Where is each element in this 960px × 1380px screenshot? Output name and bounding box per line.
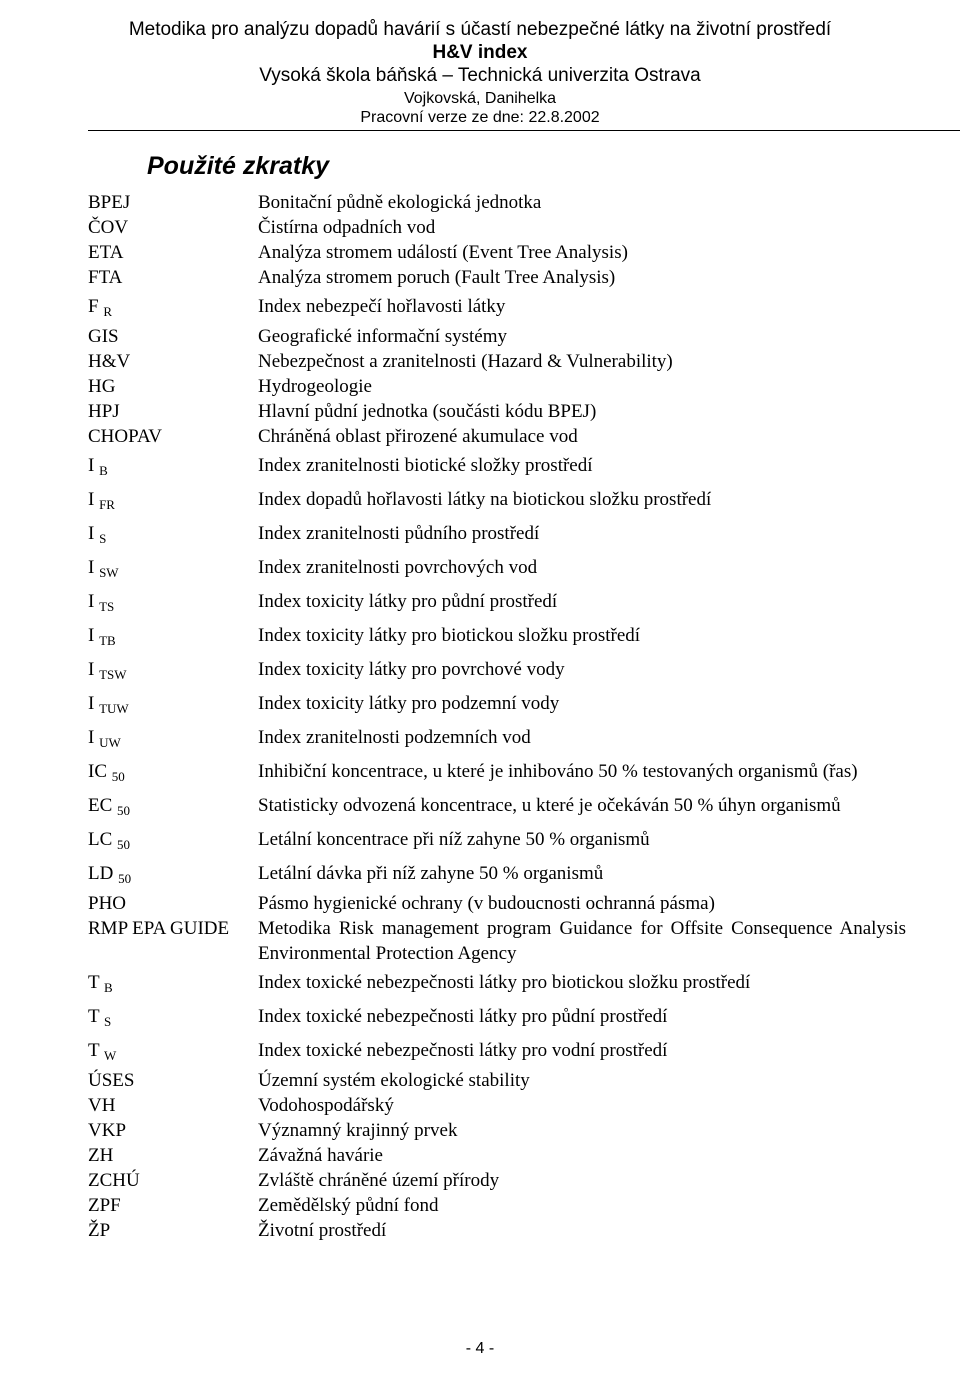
- abbreviation-row: [88, 1143, 906, 1168]
- abbreviation-term-subscript: B: [104, 980, 113, 995]
- abbreviation-term-main: I: [88, 625, 95, 646]
- abbreviation-term-main: I: [88, 557, 95, 578]
- abbreviation-term: [88, 725, 258, 755]
- abbreviation-row: [88, 755, 906, 789]
- authors: Vojkovská, Danihelka: [403, 90, 557, 107]
- abbreviation-term-main: ŽP: [88, 1220, 111, 1241]
- abbreviation-term: [88, 1143, 258, 1168]
- abbreviation-term-main: LC: [88, 829, 113, 850]
- abbreviation-term-main: RMP EPA GUIDE: [88, 918, 230, 939]
- document-subtitle: H&V index: [432, 42, 528, 63]
- abbreviation-term: [88, 970, 258, 1000]
- abbreviation-term: [88, 657, 258, 687]
- abbreviation-row: [88, 517, 906, 551]
- document-title: Metodika pro analýzu dopadů havárií s účastí nebezpečné látky na životní prostředí: [128, 19, 832, 40]
- abbreviation-term: [88, 1093, 258, 1118]
- abbreviation-description: Index zranitelnosti povrchových vod: [258, 557, 538, 578]
- abbreviation-description: Závažná havárie: [258, 1145, 383, 1166]
- abbreviation-description: Index zranitelnosti podzemních vod: [258, 727, 531, 748]
- abbreviation-description: Index toxické nebezpečnosti látky pro půdní prostředí: [258, 1006, 668, 1027]
- institution: Vysoká škola báňská – Technická univerzita Ostrava: [259, 65, 701, 86]
- abbreviation-row: [88, 1000, 906, 1034]
- abbreviation-term-main: PHO: [88, 893, 127, 914]
- abbreviation-term-main: CHOPAV: [88, 426, 162, 447]
- abbreviation-term-main: I: [88, 455, 95, 476]
- abbreviation-description: Zvláště chráněné území přírody: [258, 1170, 500, 1191]
- abbreviation-row: [88, 374, 906, 399]
- abbreviation-row: [88, 1168, 906, 1193]
- abbreviation-term-main: ZPF: [88, 1195, 121, 1216]
- abbreviation-term: [88, 294, 258, 324]
- abbreviation-row: [88, 585, 906, 619]
- abbreviation-description: Hlavní půdní jednotka (součásti kódu BPEJ): [258, 401, 597, 422]
- abbreviation-term-main: I: [88, 693, 95, 714]
- abbreviation-row: [88, 687, 906, 721]
- abbreviation-description: Index zranitelnosti biotické složky prostředí: [258, 455, 593, 476]
- abbreviation-term: [88, 240, 258, 265]
- abbreviation-term-main: I: [88, 659, 95, 680]
- abbreviation-term: [88, 324, 258, 349]
- abbreviation-term-subscript: S: [104, 1014, 112, 1029]
- abbreviation-term-main: T: [88, 1040, 100, 1061]
- abbreviation-description: Hydrogeologie: [258, 376, 372, 397]
- abbreviation-description: Index toxické nebezpečnosti látky pro vodní prostředí: [258, 1040, 668, 1061]
- abbreviation-term-main: IC: [88, 761, 107, 782]
- abbreviation-term-main: FTA: [88, 267, 123, 288]
- abbreviation-description: Letální dávka při níž zahyne 50 % organismů: [258, 863, 604, 884]
- abbreviation-term: [88, 589, 258, 619]
- abbreviation-row: [88, 916, 906, 966]
- abbreviation-row: [88, 619, 906, 653]
- abbreviation-row: [88, 857, 906, 891]
- abbreviation-term: [88, 827, 258, 857]
- abbreviation-row: [88, 551, 906, 585]
- abbreviation-term-main: I: [88, 489, 95, 510]
- abbreviation-description: Bonitační půdně ekologická jednotka: [258, 192, 542, 213]
- abbreviation-term-main: H&V: [88, 351, 131, 372]
- abbreviation-description: Index zranitelnosti půdního prostředí: [258, 523, 540, 544]
- abbreviation-row: [88, 290, 906, 324]
- abbreviation-term-subscript: FR: [99, 497, 115, 512]
- abbreviation-description: Analýza stromem poruch (Fault Tree Analysis): [258, 267, 616, 288]
- abbreviation-term-main: HG: [88, 376, 116, 397]
- abbreviation-term: [88, 190, 258, 215]
- abbreviation-row: [88, 240, 906, 265]
- abbreviation-term-main: T: [88, 1006, 100, 1027]
- abbreviation-term: [88, 793, 258, 823]
- abbreviation-term: [88, 691, 258, 721]
- abbreviation-term: [88, 1193, 258, 1218]
- abbreviation-description: Inhibiční koncentrace, u které je inhibováno 50 % testovaných organismů (řas): [258, 761, 858, 782]
- abbreviation-term-main: T: [88, 972, 100, 993]
- abbreviation-row: [88, 966, 906, 1000]
- abbreviation-term-main: ETA: [88, 242, 124, 263]
- abbreviation-row: [88, 1034, 906, 1068]
- abbreviation-term: [88, 861, 258, 891]
- abbreviation-term-main: ČOV: [88, 217, 129, 238]
- abbreviation-term: [88, 424, 258, 449]
- abbreviation-term: [88, 521, 258, 551]
- abbreviation-term-subscript: B: [99, 463, 108, 478]
- abbreviation-term-main: I: [88, 727, 95, 748]
- abbreviation-term: [88, 1004, 258, 1034]
- abbreviation-term: [88, 1038, 258, 1068]
- abbreviation-row: [88, 1193, 906, 1218]
- abbreviation-term-subscript: 50: [117, 803, 131, 818]
- abbreviation-description: Statisticky odvozená koncentrace, u které je očekáván 50 % úhyn organismů: [258, 795, 841, 816]
- abbreviation-term-subscript: W: [104, 1048, 117, 1063]
- abbreviation-term-main: VKP: [88, 1120, 127, 1141]
- page-header: [0, 18, 960, 126]
- abbreviation-term-main: ZCHÚ: [88, 1170, 140, 1191]
- abbreviation-term-subscript: S: [99, 531, 107, 546]
- abbreviation-description: Index nebezpečí hořlavosti látky: [258, 296, 506, 317]
- abbreviation-description: Pásmo hygienické ochrany (v budoucnosti ochranná pásma): [258, 893, 715, 914]
- abbreviation-description: Územní systém ekologické stability: [258, 1070, 530, 1091]
- abbreviation-description: Geografické informační systémy: [258, 326, 508, 347]
- abbreviation-term-subscript: R: [103, 304, 112, 319]
- abbreviation-term: [88, 349, 258, 374]
- abbreviation-term: [88, 555, 258, 585]
- abbreviation-description: Index toxické nebezpečnosti látky pro biotickou složku prostředí: [258, 972, 751, 993]
- abbreviation-term: [88, 1068, 258, 1093]
- abbreviation-row: [88, 349, 906, 374]
- abbreviation-row: [88, 399, 906, 424]
- abbreviation-description: Chráněná oblast přirozené akumulace vod: [258, 426, 578, 447]
- abbreviation-row: [88, 721, 906, 755]
- abbreviation-term-subscript: 50: [111, 769, 125, 784]
- abbreviation-list: [88, 190, 906, 1243]
- abbreviation-description: Metodika Risk management program Guidance for Offsite Consequence Analysis Environmental Protection Agency: [258, 918, 906, 964]
- abbreviation-row: [88, 1068, 906, 1093]
- abbreviation-term-main: I: [88, 591, 95, 612]
- abbreviation-row: [88, 424, 906, 449]
- abbreviation-term: [88, 487, 258, 517]
- abbreviation-term: [88, 1118, 258, 1143]
- abbreviation-term-main: I: [88, 523, 95, 544]
- abbreviation-term: [88, 759, 258, 789]
- abbreviation-row: [88, 215, 906, 240]
- abbreviation-row: [88, 190, 906, 215]
- abbreviation-row: [88, 449, 906, 483]
- abbreviation-description: Index toxicity látky pro půdní prostředí: [258, 591, 558, 612]
- abbreviation-term: [88, 265, 258, 290]
- abbreviation-term: [88, 623, 258, 653]
- abbreviation-term-main: VH: [88, 1095, 116, 1116]
- abbreviation-term-main: ZH: [88, 1145, 114, 1166]
- abbreviation-term-subscript: TUW: [99, 701, 129, 716]
- abbreviation-term-main: HPJ: [88, 401, 120, 422]
- abbreviation-row: [88, 1118, 906, 1143]
- abbreviation-description: Index toxicity látky pro biotickou složku prostředí: [258, 625, 641, 646]
- abbreviation-term-subscript: TB: [99, 633, 116, 648]
- abbreviation-term: [88, 374, 258, 399]
- abbreviation-description: Významný krajinný prvek: [258, 1120, 458, 1141]
- abbreviation-term-main: LD: [88, 863, 114, 884]
- abbreviation-description: Letální koncentrace při níž zahyne 50 % organismů: [258, 829, 650, 850]
- abbreviation-term-subscript: 50: [118, 871, 132, 886]
- abbreviation-row: [88, 653, 906, 687]
- abbreviation-row: [88, 1218, 906, 1243]
- abbreviation-row: [88, 891, 906, 916]
- abbreviation-term: [88, 453, 258, 483]
- abbreviation-row: [88, 483, 906, 517]
- abbreviation-term-subscript: TS: [99, 599, 115, 614]
- abbreviation-term-main: EC: [88, 795, 113, 816]
- abbreviation-description: Index dopadů hořlavosti látky na biotickou složku prostředí: [258, 489, 712, 510]
- abbreviation-description: Nebezpečnost a zranitelnosti (Hazard & Vulnerability): [258, 351, 673, 372]
- abbreviation-term-subscript: UW: [99, 735, 121, 750]
- header-divider: [88, 130, 960, 131]
- abbreviation-description: Životní prostředí: [258, 1220, 387, 1241]
- abbreviation-row: [88, 1093, 906, 1118]
- abbreviation-term-main: ÚSES: [88, 1070, 135, 1091]
- abbreviation-row: [88, 823, 906, 857]
- abbreviation-description: Index toxicity látky pro povrchové vody: [258, 659, 565, 680]
- abbreviation-term-main: F: [88, 296, 99, 317]
- abbreviation-row: [88, 324, 906, 349]
- version-date: Pracovní verze ze dne: 22.8.2002: [360, 109, 600, 126]
- abbreviation-row: [88, 265, 906, 290]
- abbreviation-term-main: GIS: [88, 326, 119, 347]
- page-number: - 4 -: [465, 1340, 495, 1357]
- abbreviation-description: Zemědělský půdní fond: [258, 1195, 439, 1216]
- abbreviation-term: [88, 891, 258, 916]
- abbreviation-description: Analýza stromem událostí (Event Tree Analysis): [258, 242, 628, 263]
- abbreviation-row: [88, 789, 906, 823]
- abbreviation-term: [88, 1168, 258, 1193]
- section-title: Použité zkratky: [147, 152, 330, 180]
- abbreviation-term: [88, 1218, 258, 1243]
- abbreviation-description: Vodohospodářský: [258, 1095, 394, 1116]
- abbreviation-term-subscript: 50: [117, 837, 131, 852]
- abbreviation-term-main: BPEJ: [88, 192, 131, 213]
- abbreviation-term-subscript: TSW: [99, 667, 127, 682]
- abbreviation-term: [88, 399, 258, 424]
- abbreviation-term: [88, 916, 258, 941]
- abbreviation-description: Čistírna odpadních vod: [258, 217, 436, 238]
- abbreviation-term-subscript: SW: [99, 565, 119, 580]
- abbreviation-term: [88, 215, 258, 240]
- abbreviation-description: Index toxicity látky pro podzemní vody: [258, 693, 560, 714]
